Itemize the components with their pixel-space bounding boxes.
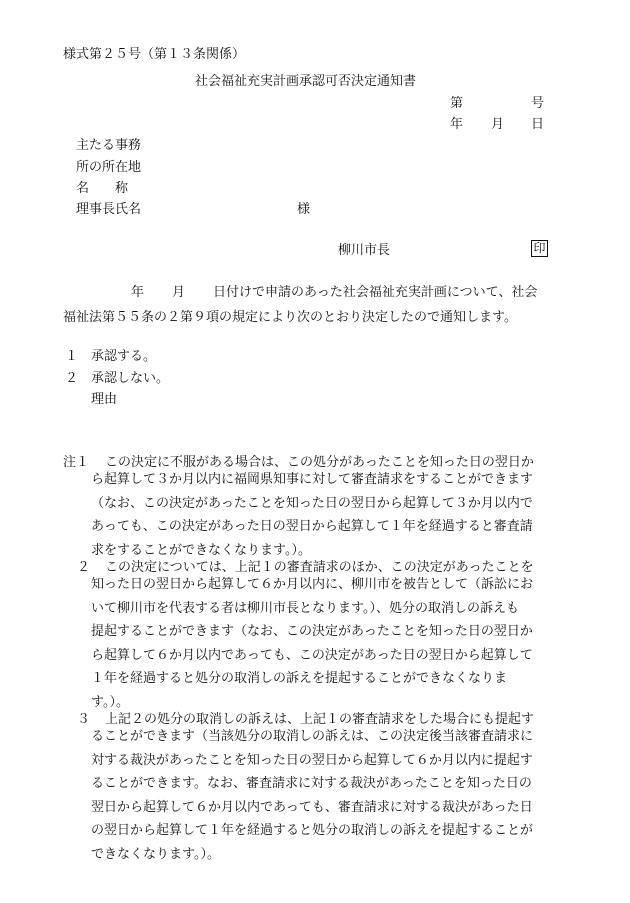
sender-title: 柳川市長 bbox=[338, 243, 391, 258]
note-3-line: の翌日から起算して１年を経過すると処分の取消しの訴えを提起することが bbox=[91, 823, 534, 839]
note-2-body bbox=[91, 573, 533, 715]
note-2-line: 知った日の翌日から起算して６か月以内に、柳川市を被告として（訴訟にお bbox=[91, 577, 534, 592]
note-3-line: 対する裁決があったことを知った日の翌日から起算して６か月以内に提起す bbox=[91, 752, 533, 768]
seal-mark: 印 bbox=[531, 240, 548, 257]
office-address-label-1: 主たる事務 bbox=[76, 138, 142, 153]
note-1-body bbox=[91, 468, 533, 562]
note-3-line: ることができます（当該処分の取消しの訴えは、この決定後当該審査請求に bbox=[91, 729, 534, 744]
note-2-line: １年を経過すると処分の取消しの訴えを提起することができなくなりま bbox=[91, 671, 508, 687]
note-3-label: ３ bbox=[77, 712, 91, 727]
intro-year: 年 bbox=[131, 285, 145, 300]
note-3-line: できなくなります。）。 bbox=[91, 846, 220, 862]
note-2-line: ら起算して６か月以内であっても、この決定があった日の翌日から起算して bbox=[91, 647, 533, 663]
note-2-label: ２ bbox=[77, 560, 91, 575]
note-2-line: す。）。 bbox=[91, 694, 129, 710]
note-3-body bbox=[91, 725, 533, 867]
note-1-line: 求をすることができなくなります。）。 bbox=[91, 542, 311, 558]
note-3-line: ることができます。なお、審査請求に対する裁決があったことを知った日の bbox=[91, 776, 532, 792]
decision-1-text: 承認する。 bbox=[91, 349, 157, 364]
date-year: 年 bbox=[450, 117, 464, 132]
chairman-name-label: 理事長氏名 bbox=[76, 202, 142, 217]
note-2-line: 提起することができます（なお、この決定があったことを知った日の翌日か bbox=[91, 624, 533, 640]
date-month: 月 bbox=[491, 117, 505, 132]
intro-month: 月 bbox=[172, 285, 186, 300]
intro-line-1: 日付けで申請のあった社会福祉充実計画について、社会 bbox=[213, 285, 538, 300]
office-address-label-2: 所の所在地 bbox=[76, 160, 142, 175]
reason-label: 理由 bbox=[91, 392, 118, 407]
honorific: 様 bbox=[297, 202, 311, 217]
note-1-line: この決定に不服がある場合は、この処分があったことを知った日の翌日か bbox=[105, 455, 534, 470]
note-3-line: 上記２の処分の取消しの訴えは、上記１の審査請求をした場合にも提起す bbox=[105, 712, 535, 727]
document-title: 社会福祉充実計画承認可否決定通知書 bbox=[195, 74, 417, 89]
decision-1-number: １ bbox=[65, 349, 79, 364]
intro-line-2: 福祉法第５５条の２第９項の規定により次のとおり決定したので通知します。 bbox=[63, 310, 517, 325]
note-2-line: この決定については、上記１の審査請求のほか、この決定があったことを bbox=[105, 560, 534, 575]
note-1-line: （なお、この決定があったことを知った日の翌日から起算して３か月以内で bbox=[91, 495, 533, 511]
decision-2-number: ２ bbox=[65, 371, 79, 386]
note-1-line: ら起算して３か月以内に福岡県知事に対して審査請求をすることができます bbox=[91, 472, 534, 487]
note-2-line: いて柳川市を代表する者は柳川市長となります。）、処分の取消しの訴えも bbox=[91, 600, 519, 616]
date-day: 日 bbox=[531, 117, 545, 132]
name-label: 名 称 bbox=[76, 181, 129, 196]
note-3-line: 翌日から起算して６か月以内であっても、審査請求に対する裁決があった日 bbox=[91, 799, 533, 815]
note-1-label: 注１ bbox=[63, 455, 90, 470]
form-label: 様式第２５号（第１３条関係） bbox=[63, 47, 246, 62]
note-1-line: あっても、この決定があった日の翌日から起算して１年を経過すると審査請 bbox=[91, 519, 533, 535]
doc-number-prefix: 第 bbox=[450, 96, 464, 111]
doc-number-suffix: 号 bbox=[531, 96, 545, 111]
decision-2-text: 承認しない。 bbox=[91, 371, 170, 386]
